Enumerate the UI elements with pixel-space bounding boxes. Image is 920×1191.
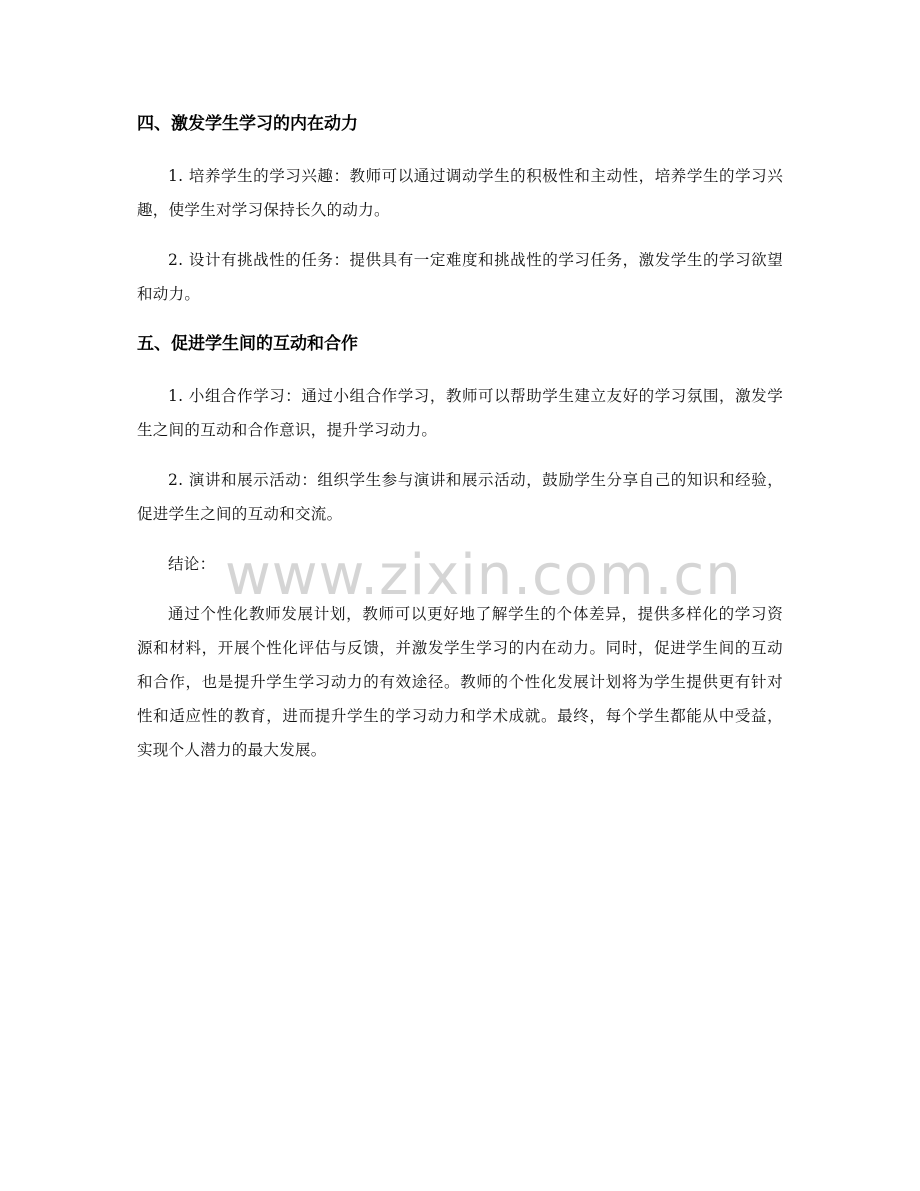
section-heading-5: 五、促进学生间的互动和合作 (137, 334, 358, 354)
section-5-item-1: 1. 小组合作学习：通过小组合作学习，教师可以帮助学生建立友好的学习氛围，激发学生之间的互动和合作意识，提升学习动力。 (137, 387, 783, 439)
conclusion-text: 通过个性化教师发展计划，教师可以更好地了解学生的个体差异，提供多样化的学习资源和材料，开展个性化评估与反馈，并激发学生学习的内在动力。同时，促进学生间的互动和合作，也是提升学生学习动力的有效途径。教师的个性化发展计划将为学生提供更有针对性和适应性的教育，进而提升学生的学习动力和学术成就。最终，每个学生都能从中受益，实现个人潜力的最大发展。 (137, 605, 783, 759)
section-5-item-2: 2. 演讲和展示活动：组织学生参与演讲和展示活动，鼓励学生分享自己的知识和经验，促进学生之间的互动和交流。 (137, 471, 783, 523)
conclusion-label: 结论： (168, 555, 216, 573)
section-4-item-2: 2. 设计有挑战性的任务：提供具有一定难度和挑战性的学习任务，激发学生的学习欲望和动力。 (137, 251, 783, 303)
section-4-item-1: 1. 培养学生的学习兴趣：教师可以通过调动学生的积极性和主动性，培养学生的学习兴趣，使学生对学习保持长久的动力。 (137, 167, 783, 219)
section-heading-4: 四、激发学生学习的内在动力 (137, 114, 358, 134)
document-body (137, 107, 783, 767)
watermark: www.zixin.com.cn (225, 543, 742, 608)
